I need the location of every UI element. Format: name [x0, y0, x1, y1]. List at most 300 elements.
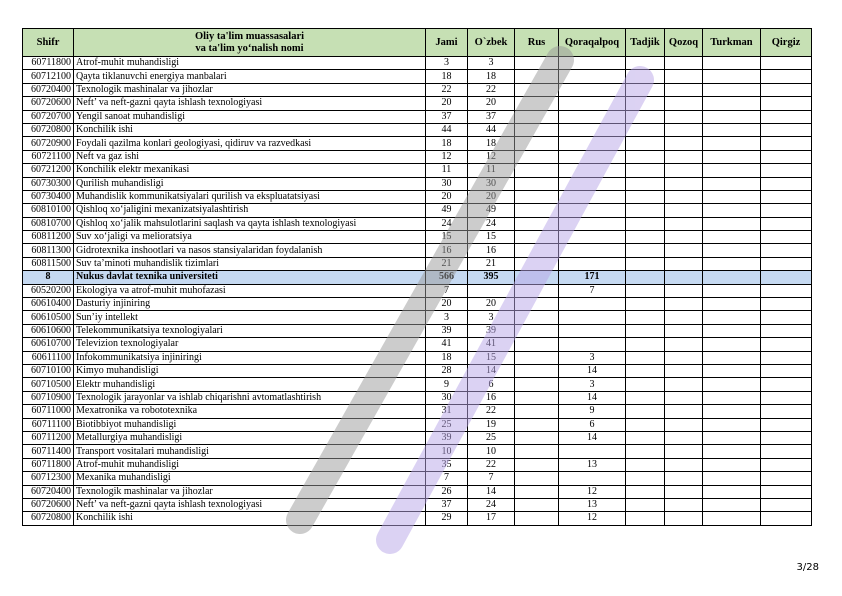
cell-qoraqalpoq: [559, 190, 626, 203]
cell-qozoq: [665, 257, 703, 270]
cell-name: Suv ta’minoti muhandislik tizimlari: [74, 257, 426, 270]
admissions-table: [22, 28, 812, 526]
cell-shifr: 60710500: [23, 378, 74, 391]
cell-qirgiz: [761, 445, 812, 458]
cell-qoraqalpoq: [559, 137, 626, 150]
cell-jami: 22: [426, 83, 468, 96]
cell-rus: [515, 458, 559, 471]
cell-ozbek: 15: [468, 351, 515, 364]
cell-tadjik: [626, 150, 665, 163]
cell-rus: [515, 150, 559, 163]
cell-qozoq: [665, 512, 703, 525]
col-header-jami: Jami: [426, 29, 468, 57]
cell-tadjik: [626, 351, 665, 364]
cell-name: Infokommunikatsiya injiniringi: [74, 351, 426, 364]
table-row: [23, 418, 812, 431]
cell-ozbek: 19: [468, 418, 515, 431]
cell-qozoq: [665, 244, 703, 257]
cell-tadjik: [626, 338, 665, 351]
cell-qozoq: [665, 164, 703, 177]
cell-ozbek: 30: [468, 177, 515, 190]
cell-shifr: 60720600: [23, 498, 74, 511]
cell-qirgiz: [761, 284, 812, 297]
cell-qirgiz: [761, 57, 812, 70]
cell-tadjik: [626, 512, 665, 525]
cell-turkman: [703, 364, 761, 377]
cell-shifr: 60711100: [23, 418, 74, 431]
cell-ozbek: 11: [468, 164, 515, 177]
table-row: [23, 324, 812, 337]
table-row: [23, 445, 812, 458]
cell-rus: [515, 324, 559, 337]
cell-name: Qishloq xo‘jaligini mexanizatsiyalashtirish: [74, 204, 426, 217]
cell-ozbek: 3: [468, 57, 515, 70]
cell-rus: [515, 217, 559, 230]
cell-shifr: 60720800: [23, 123, 74, 136]
cell-shifr: 60810700: [23, 217, 74, 230]
cell-qirgiz: [761, 351, 812, 364]
cell-qirgiz: [761, 405, 812, 418]
cell-qoraqalpoq: [559, 338, 626, 351]
cell-name: Mexatronika va robototexnika: [74, 405, 426, 418]
cell-tadjik: [626, 418, 665, 431]
cell-rus: [515, 271, 559, 284]
cell-tadjik: [626, 97, 665, 110]
cell-jami: 11: [426, 164, 468, 177]
cell-rus: [515, 364, 559, 377]
cell-shifr: 60811500: [23, 257, 74, 270]
cell-name: Biotibbiyot muhandisligi: [74, 418, 426, 431]
cell-jami: 24: [426, 217, 468, 230]
cell-jami: 29: [426, 512, 468, 525]
cell-turkman: [703, 123, 761, 136]
cell-shifr: 60730400: [23, 190, 74, 203]
cell-turkman: [703, 311, 761, 324]
cell-qozoq: [665, 431, 703, 444]
table-row: [23, 257, 812, 270]
cell-shifr: 60710900: [23, 391, 74, 404]
table-row: [23, 512, 812, 525]
cell-qirgiz: [761, 498, 812, 511]
cell-turkman: [703, 177, 761, 190]
cell-qoraqalpoq: 14: [559, 431, 626, 444]
cell-turkman: [703, 338, 761, 351]
cell-qozoq: [665, 378, 703, 391]
cell-turkman: [703, 244, 761, 257]
table-row: [23, 217, 812, 230]
cell-ozbek: 22: [468, 458, 515, 471]
cell-ozbek: 14: [468, 485, 515, 498]
cell-rus: [515, 472, 559, 485]
cell-name: Atrof-muhit muhandisligi: [74, 57, 426, 70]
cell-turkman: [703, 257, 761, 270]
table-row: [23, 431, 812, 444]
cell-turkman: [703, 485, 761, 498]
cell-turkman: [703, 217, 761, 230]
cell-jami: 3: [426, 311, 468, 324]
cell-jami: 44: [426, 123, 468, 136]
cell-jami: 10: [426, 445, 468, 458]
cell-jami: 7: [426, 284, 468, 297]
cell-name: Suv xo‘jaligi va melioratsiya: [74, 231, 426, 244]
cell-name: Konchilik ishi: [74, 123, 426, 136]
cell-qozoq: [665, 351, 703, 364]
cell-rus: [515, 83, 559, 96]
cell-name: Ekologiya va atrof-muhit muhofazasi: [74, 284, 426, 297]
cell-rus: [515, 445, 559, 458]
cell-qoraqalpoq: 9: [559, 405, 626, 418]
cell-qozoq: [665, 498, 703, 511]
cell-qoraqalpoq: [559, 57, 626, 70]
cell-name: Mexanika muhandisligi: [74, 472, 426, 485]
cell-qoraqalpoq: [559, 472, 626, 485]
cell-jami: 28: [426, 364, 468, 377]
cell-rus: [515, 231, 559, 244]
cell-jami: 18: [426, 70, 468, 83]
table-row: [23, 190, 812, 203]
table-row: [23, 110, 812, 123]
col-header-shifr: Shifr: [23, 29, 74, 57]
cell-turkman: [703, 190, 761, 203]
cell-qoraqalpoq: [559, 83, 626, 96]
cell-qozoq: [665, 418, 703, 431]
cell-ozbek: 22: [468, 83, 515, 96]
cell-shifr: 60720700: [23, 110, 74, 123]
cell-ozbek: 16: [468, 391, 515, 404]
cell-qoraqalpoq: [559, 97, 626, 110]
cell-qirgiz: [761, 244, 812, 257]
table-row: [23, 137, 812, 150]
cell-turkman: [703, 445, 761, 458]
cell-jami: 37: [426, 110, 468, 123]
cell-name: Telekommunikatsiya texnologiyalari: [74, 324, 426, 337]
cell-shifr: 60520200: [23, 284, 74, 297]
cell-shifr: 60720900: [23, 137, 74, 150]
cell-qozoq: [665, 338, 703, 351]
table-row: [23, 204, 812, 217]
cell-name: Yengil sanoat muhandisligi: [74, 110, 426, 123]
cell-qozoq: [665, 458, 703, 471]
cell-rus: [515, 311, 559, 324]
cell-qirgiz: [761, 83, 812, 96]
col-header-tadjik: Tadjik: [626, 29, 665, 57]
cell-ozbek: 16: [468, 244, 515, 257]
cell-qozoq: [665, 217, 703, 230]
cell-jami: 566: [426, 271, 468, 284]
cell-rus: [515, 378, 559, 391]
cell-shifr: 60711800: [23, 458, 74, 471]
table-header-row: [23, 29, 812, 57]
table-row: [23, 364, 812, 377]
cell-rus: [515, 351, 559, 364]
cell-ozbek: 49: [468, 204, 515, 217]
cell-qirgiz: [761, 150, 812, 163]
cell-shifr: 8: [23, 271, 74, 284]
cell-qozoq: [665, 445, 703, 458]
cell-qirgiz: [761, 257, 812, 270]
cell-tadjik: [626, 83, 665, 96]
cell-qoraqalpoq: 13: [559, 458, 626, 471]
table-row: [23, 405, 812, 418]
cell-qirgiz: [761, 512, 812, 525]
cell-qirgiz: [761, 204, 812, 217]
cell-qoraqalpoq: 171: [559, 271, 626, 284]
cell-shifr: 60611100: [23, 351, 74, 364]
cell-jami: 37: [426, 498, 468, 511]
cell-tadjik: [626, 177, 665, 190]
cell-name: Sun’iy intellekt: [74, 311, 426, 324]
cell-jami: 12: [426, 150, 468, 163]
cell-jami: 39: [426, 431, 468, 444]
cell-qirgiz: [761, 110, 812, 123]
table-row: [23, 472, 812, 485]
cell-qozoq: [665, 364, 703, 377]
cell-ozbek: 21: [468, 257, 515, 270]
cell-qirgiz: [761, 364, 812, 377]
cell-turkman: [703, 110, 761, 123]
cell-rus: [515, 391, 559, 404]
cell-qozoq: [665, 97, 703, 110]
cell-qirgiz: [761, 485, 812, 498]
cell-qirgiz: [761, 217, 812, 230]
table-body: [23, 57, 812, 526]
cell-qozoq: [665, 284, 703, 297]
cell-ozbek: 24: [468, 498, 515, 511]
cell-turkman: [703, 378, 761, 391]
cell-turkman: [703, 70, 761, 83]
cell-tadjik: [626, 217, 665, 230]
cell-turkman: [703, 150, 761, 163]
cell-tadjik: [626, 298, 665, 311]
table-row: [23, 391, 812, 404]
cell-rus: [515, 57, 559, 70]
cell-qozoq: [665, 231, 703, 244]
cell-shifr: 60810100: [23, 204, 74, 217]
cell-qozoq: [665, 472, 703, 485]
cell-qoraqalpoq: 7: [559, 284, 626, 297]
cell-ozbek: 3: [468, 311, 515, 324]
cell-tadjik: [626, 324, 665, 337]
cell-rus: [515, 512, 559, 525]
cell-qoraqalpoq: [559, 244, 626, 257]
cell-shifr: 60730300: [23, 177, 74, 190]
table-row: [23, 298, 812, 311]
cell-rus: [515, 177, 559, 190]
cell-qoraqalpoq: 3: [559, 378, 626, 391]
cell-ozbek: 395: [468, 271, 515, 284]
cell-shifr: 60720800: [23, 512, 74, 525]
cell-ozbek: 18: [468, 137, 515, 150]
cell-ozbek: 17: [468, 512, 515, 525]
cell-qoraqalpoq: [559, 177, 626, 190]
cell-shifr: 60712100: [23, 70, 74, 83]
cell-shifr: 60720400: [23, 83, 74, 96]
cell-qoraqalpoq: 14: [559, 364, 626, 377]
cell-name: Qishloq xo‘jalik mahsulotlarini saqlash va qayta ishlash texnologiyasi: [74, 217, 426, 230]
col-header-qozoq: Qozoq: [665, 29, 703, 57]
cell-qirgiz: [761, 190, 812, 203]
cell-rus: [515, 298, 559, 311]
cell-turkman: [703, 512, 761, 525]
cell-qirgiz: [761, 431, 812, 444]
cell-jami: 30: [426, 391, 468, 404]
cell-jami: 21: [426, 257, 468, 270]
cell-tadjik: [626, 271, 665, 284]
cell-qoraqalpoq: 6: [559, 418, 626, 431]
cell-shifr: 60721200: [23, 164, 74, 177]
cell-rus: [515, 485, 559, 498]
cell-name: Qurilish muhandisligi: [74, 177, 426, 190]
cell-qoraqalpoq: [559, 204, 626, 217]
table-row: [23, 150, 812, 163]
cell-jami: 7: [426, 472, 468, 485]
col-header-name: [74, 29, 426, 57]
col-header-rus: Rus: [515, 29, 559, 57]
cell-shifr: 60720600: [23, 97, 74, 110]
cell-qozoq: [665, 123, 703, 136]
cell-qirgiz: [761, 418, 812, 431]
cell-name: Transport vositalari muhandisligi: [74, 445, 426, 458]
cell-ozbek: 10: [468, 445, 515, 458]
cell-rus: [515, 110, 559, 123]
cell-qirgiz: [761, 378, 812, 391]
cell-rus: [515, 123, 559, 136]
cell-ozbek: 14: [468, 364, 515, 377]
cell-shifr: 60711200: [23, 431, 74, 444]
cell-qoraqalpoq: [559, 110, 626, 123]
cell-ozbek: 20: [468, 298, 515, 311]
cell-qoraqalpoq: [559, 217, 626, 230]
cell-ozbek: 39: [468, 324, 515, 337]
cell-qoraqalpoq: 12: [559, 485, 626, 498]
cell-turkman: [703, 405, 761, 418]
cell-ozbek: 37: [468, 110, 515, 123]
cell-name: Muhandislik kommunikatsiyalari qurilish va ekspluatatsiyasi: [74, 190, 426, 203]
cell-qoraqalpoq: 3: [559, 351, 626, 364]
col-header-ozbek: O`zbek: [468, 29, 515, 57]
cell-jami: 15: [426, 231, 468, 244]
cell-jami: 25: [426, 418, 468, 431]
cell-turkman: [703, 57, 761, 70]
cell-turkman: [703, 324, 761, 337]
cell-qirgiz: [761, 324, 812, 337]
table-row: [23, 338, 812, 351]
cell-tadjik: [626, 311, 665, 324]
cell-qoraqalpoq: [559, 150, 626, 163]
cell-turkman: [703, 137, 761, 150]
cell-turkman: [703, 164, 761, 177]
university-row: [23, 271, 812, 284]
cell-name: Qayta tiklanuvchi energiya manbalari: [74, 70, 426, 83]
cell-qoraqalpoq: [559, 164, 626, 177]
cell-tadjik: [626, 391, 665, 404]
cell-jami: 18: [426, 351, 468, 364]
cell-ozbek: 12: [468, 150, 515, 163]
cell-turkman: [703, 431, 761, 444]
cell-jami: 18: [426, 137, 468, 150]
cell-shifr: 60711800: [23, 57, 74, 70]
cell-qozoq: [665, 298, 703, 311]
cell-qirgiz: [761, 271, 812, 284]
cell-rus: [515, 204, 559, 217]
cell-name: Nukus davlat texnika universiteti: [74, 271, 426, 284]
cell-qozoq: [665, 83, 703, 96]
table-row: [23, 97, 812, 110]
cell-tadjik: [626, 257, 665, 270]
cell-turkman: [703, 97, 761, 110]
cell-shifr: 60610600: [23, 324, 74, 337]
cell-jami: 16: [426, 244, 468, 257]
cell-name: Neft’ va neft-gazni qayta ishlash texnologiyasi: [74, 498, 426, 511]
cell-tadjik: [626, 405, 665, 418]
cell-tadjik: [626, 284, 665, 297]
cell-qozoq: [665, 137, 703, 150]
cell-tadjik: [626, 431, 665, 444]
cell-name: Neft va gaz ishi: [74, 150, 426, 163]
col-header-name-line2: va ta'lim yo‘nalish nomi: [195, 42, 304, 54]
table-row: [23, 244, 812, 257]
cell-turkman: [703, 204, 761, 217]
cell-qozoq: [665, 271, 703, 284]
cell-qoraqalpoq: [559, 298, 626, 311]
table-row: [23, 351, 812, 364]
cell-rus: [515, 284, 559, 297]
cell-shifr: 60710100: [23, 364, 74, 377]
cell-name: Neft’ va neft-gazni qayta ishlash texnologiyasi: [74, 97, 426, 110]
cell-turkman: [703, 271, 761, 284]
table-row: [23, 378, 812, 391]
cell-name: Metallurgiya muhandisligi: [74, 431, 426, 444]
cell-name: Atrof-muhit muhandisligi: [74, 458, 426, 471]
cell-name: Foydali qazilma konlari geologiyasi, qidiruv va razvedkasi: [74, 137, 426, 150]
cell-rus: [515, 257, 559, 270]
table-row: [23, 123, 812, 136]
cell-name: Konchilik ishi: [74, 512, 426, 525]
cell-rus: [515, 97, 559, 110]
cell-qirgiz: [761, 123, 812, 136]
cell-turkman: [703, 472, 761, 485]
cell-qirgiz: [761, 311, 812, 324]
cell-name: Texnologik mashinalar va jihozlar: [74, 485, 426, 498]
cell-ozbek: [468, 284, 515, 297]
cell-tadjik: [626, 485, 665, 498]
cell-rus: [515, 70, 559, 83]
cell-qozoq: [665, 70, 703, 83]
cell-qirgiz: [761, 97, 812, 110]
cell-jami: 41: [426, 338, 468, 351]
col-header-qirgiz: Qirgiz: [761, 29, 812, 57]
cell-tadjik: [626, 364, 665, 377]
cell-ozbek: 7: [468, 472, 515, 485]
cell-turkman: [703, 284, 761, 297]
cell-qozoq: [665, 190, 703, 203]
cell-shifr: 60610500: [23, 311, 74, 324]
cell-shifr: 60610400: [23, 298, 74, 311]
cell-qoraqalpoq: 13: [559, 498, 626, 511]
cell-ozbek: 20: [468, 190, 515, 203]
cell-jami: 39: [426, 324, 468, 337]
table-row: [23, 284, 812, 297]
cell-tadjik: [626, 472, 665, 485]
cell-shifr: 60721100: [23, 150, 74, 163]
table-row: [23, 311, 812, 324]
cell-qoraqalpoq: [559, 445, 626, 458]
cell-name: Televizion texnologiyalar: [74, 338, 426, 351]
cell-qozoq: [665, 204, 703, 217]
cell-tadjik: [626, 110, 665, 123]
cell-tadjik: [626, 458, 665, 471]
table-row: [23, 57, 812, 70]
